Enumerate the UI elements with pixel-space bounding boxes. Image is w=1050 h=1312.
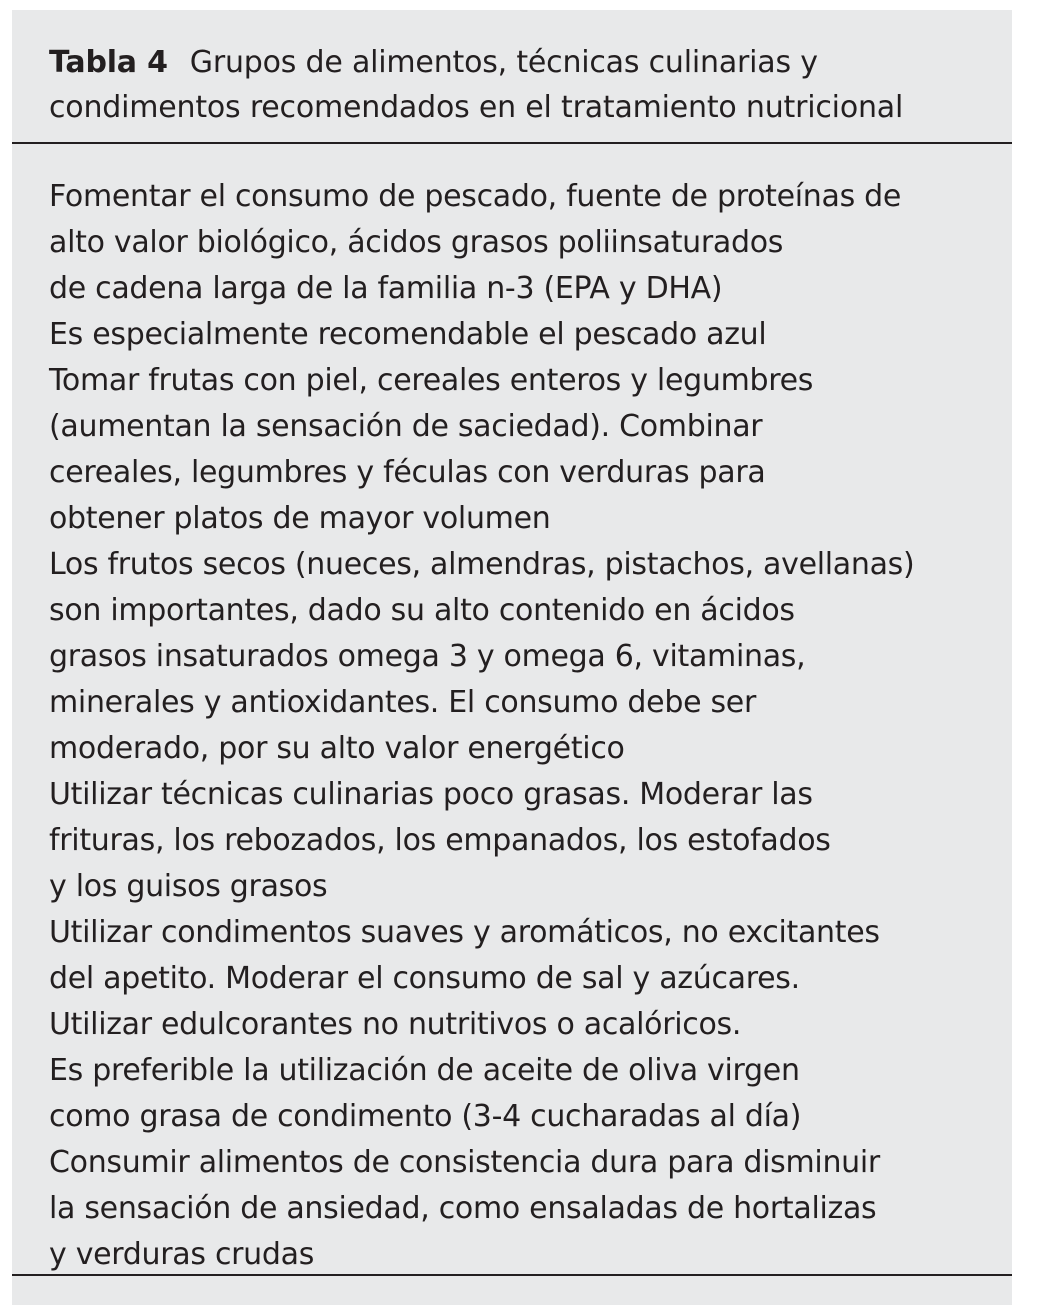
- item-line: frituras, los rebozados, los empanados, los estofados: [49, 823, 831, 858]
- item-line: moderado, por su alto valor energético: [49, 731, 625, 766]
- item-line: como grasa de condimento (3-4 cucharadas al día): [49, 1099, 802, 1134]
- recommendation-item: [49, 772, 1004, 910]
- item-line: del apetito. Moderar el consumo de sal y azúcares.: [49, 961, 800, 996]
- item-line: cereales, legumbres y féculas con verduras para: [49, 455, 766, 490]
- item-line: grasos insaturados omega 3 y omega 6, vitaminas,: [49, 639, 806, 674]
- item-line: Es preferible la utilización de aceite de oliva virgen: [49, 1053, 800, 1088]
- item-line: Los frutos secos (nueces, almendras, pistachos, avellanas): [49, 547, 915, 582]
- bottom-rule: [12, 1274, 1012, 1276]
- item-line: de cadena larga de la familia n-3 (EPA y DHA): [49, 271, 723, 306]
- item-line: alto valor biológico, ácidos grasos poliinsaturados: [49, 225, 784, 260]
- item-line: son importantes, dado su alto contenido en ácidos: [49, 593, 795, 628]
- table-title-line: Grupos de alimentos, técnicas culinarias y: [189, 45, 818, 80]
- item-line: la sensación de ansiedad, como ensaladas de hortalizas: [49, 1191, 877, 1226]
- table-panel: [12, 10, 1012, 1305]
- recommendation-item: [49, 174, 1004, 358]
- table-label: Tabla 4: [49, 45, 168, 80]
- item-line: Utilizar condimentos suaves y aromáticos, no excitantes: [49, 915, 880, 950]
- item-line: Consumir alimentos de consistencia dura para disminuir: [49, 1145, 880, 1180]
- item-line: Fomentar el consumo de pescado, fuente de proteínas de: [49, 179, 902, 214]
- item-line: y los guisos grasos: [49, 869, 328, 904]
- top-rule: [12, 142, 1012, 144]
- item-line: Tomar frutas con piel, cereales enteros y legumbres: [49, 363, 814, 398]
- recommendation-list: [49, 174, 1004, 1278]
- recommendation-item: [49, 910, 1004, 1140]
- table-caption: [49, 40, 999, 130]
- item-line: (aumentan la sensación de saciedad). Combinar: [49, 409, 763, 444]
- item-line: minerales y antioxidantes. El consumo debe ser: [49, 685, 756, 720]
- recommendation-item: [49, 1140, 1004, 1278]
- item-line: obtener platos de mayor volumen: [49, 501, 551, 536]
- item-line: Utilizar edulcorantes no nutritivos o acalóricos.: [49, 1007, 742, 1042]
- item-line: y verduras crudas: [49, 1237, 315, 1272]
- item-line: Es especialmente recomendable el pescado azul: [49, 317, 767, 352]
- table-title-line: condimentos recomendados en el tratamiento nutricional: [49, 90, 904, 125]
- item-line: Utilizar técnicas culinarias poco grasas. Moderar las: [49, 777, 813, 812]
- recommendation-item: [49, 358, 1004, 542]
- recommendation-item: [49, 542, 1004, 772]
